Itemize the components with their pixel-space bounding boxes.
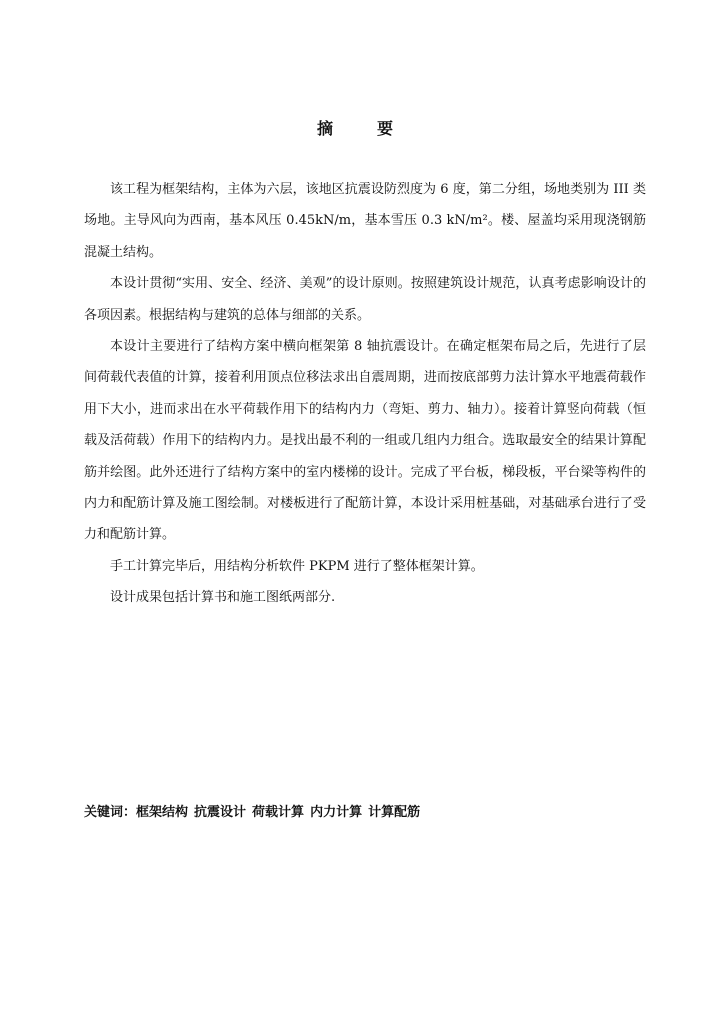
paragraph: 设计成果包括计算书和施工图纸两部分. <box>110 590 336 606</box>
keyword: 计算配筋 <box>368 805 421 820</box>
keyword: 框架结构 <box>136 805 189 820</box>
keyword: 内力计算 <box>310 805 363 820</box>
page-title: 摘 要 <box>316 119 407 138</box>
keyword: 抗震设计 <box>194 805 247 820</box>
abstract-body <box>84 174 646 614</box>
keywords-label: 关键词： <box>84 805 137 820</box>
keywords-line <box>84 801 646 825</box>
paragraph: 本设计贯彻“实用、安全、经济、美观”的设计原则。按照建筑设计规范，认真考虑影响设计的各项因素。根据结构与建筑的总体与细部的关系。 <box>84 276 646 323</box>
paragraph: 该工程为框架结构，主体为六层，该地区抗震设防烈度为 6 度，第二分组，场地类别为 III 类场地。主导风向为西南，基本风压 0.45kN/m，基本雪压 0.3 kN/m²。楼、屋盖均采用现浇钢筋混凝土结构。 <box>84 182 646 260</box>
keyword: 荷载计算 <box>252 805 305 820</box>
paragraph: 手工计算完毕后，用结构分析软件 PKPM 进行了整体框架计算。 <box>110 558 484 574</box>
paragraph: 本设计主要进行了结构方案中横向框架第 8 轴抗震设计。在确定框架布局之后，先进行了层间荷载代表值的计算，接着利用顶点位移法求出自震周期，进而按底部剪力法计算水平地震荷载作用下大小，进而求出在水平荷载作用下的结构内力（弯矩、剪力、轴力）。接着计算竖向荷载（恒载及活荷载）作用下的结构内力。是找出最不利的一组或几组内力组合。选取最安全的结果计算配筋并绘图。此外还进行了结构方案中的室内楼梯的设计。完成了平台板，梯段板，平台梁等构件的内力和配筋计算及施工图绘制。对楼板进行了配筋计算，本设计采用桩基础，对基础承台进行了受力和配筋计算。 <box>84 339 646 543</box>
